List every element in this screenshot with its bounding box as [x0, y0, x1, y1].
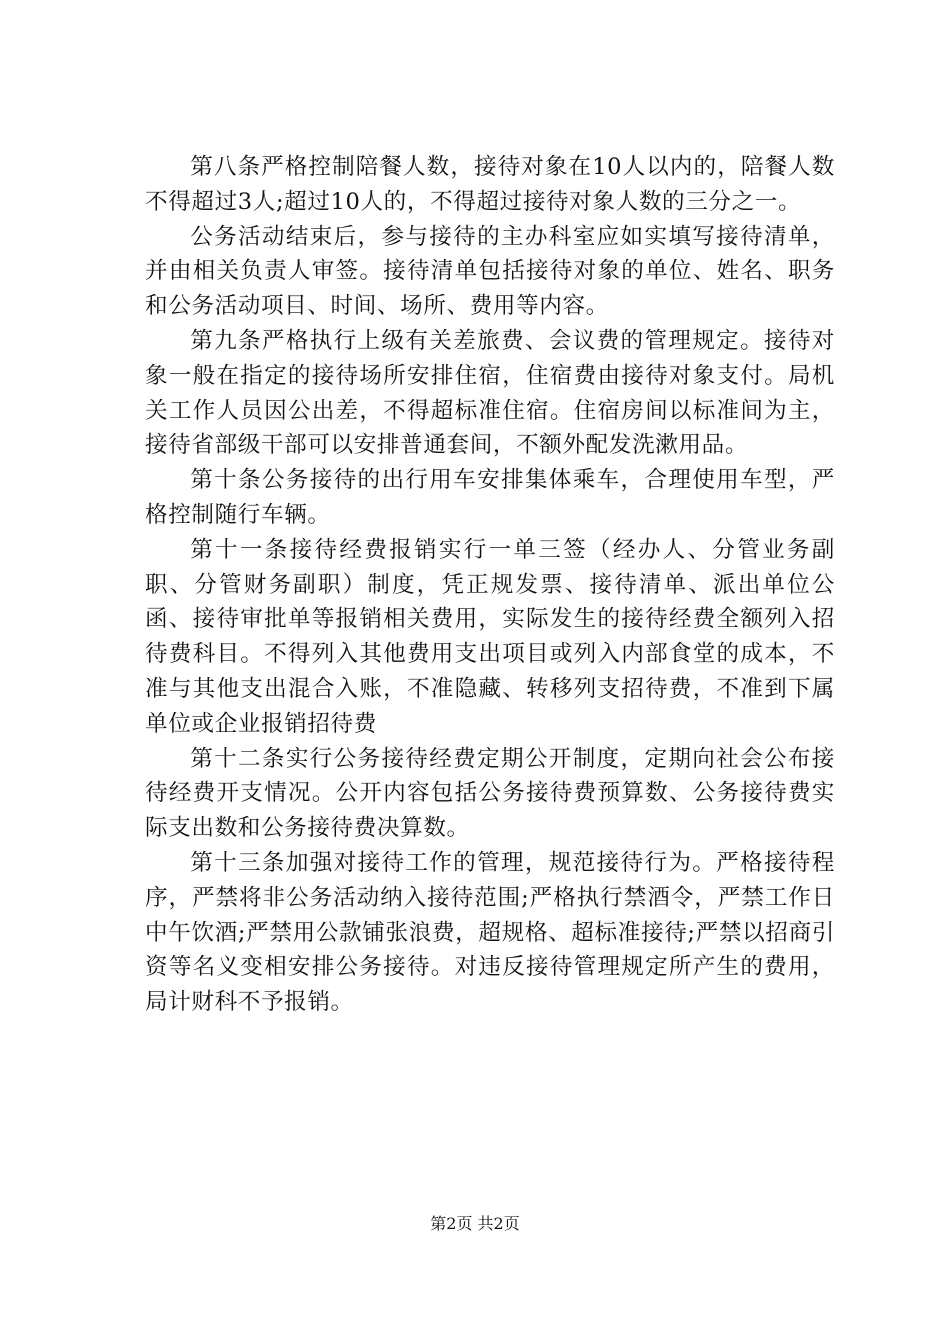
paragraph-article-9: 第九条严格执行上级有关差旅费、会议费的管理规定。接待对象一般在指定的接待场所安排住宿，住宿费由接待对象支付。局机关工作人员因公出差，不得超标准住宿。住宿房间以标准间为主，接待省部级干部可以安排普通套间，不额外配发洗漱用品。	[145, 327, 835, 459]
paragraph-reception-list: 公务活动结束后，参与接待的主办科室应如实填写接待清单，并由相关负责人审签。接待清单包括接待对象的单位、姓名、职务和公务活动项目、时间、场所、费用等内容。	[145, 223, 835, 320]
page-number-footer: 第2页 共2页	[430, 1214, 520, 1233]
paragraph-article-11: 第十一条接待经费报销实行一单三签（经办人、分管业务副职、分管财务副职）制度，凭正规发票、接待清单、派出单位公函、接待审批单等报销相关费用，实际发生的接待经费全额列入招待费科目。不得列入其他费用支出项目或列入内部食堂的成本，不准与其他支出混合入账，不准隐藏、转移列支招待费，不准到下属单位或企业报销招待费	[145, 536, 835, 737]
paragraph-article-8: 第八条严格控制陪餐人数，接待对象在10人以内的，陪餐人数不得超过3人;超过10人的，不得超过接待对象人数的三分之一。	[145, 154, 835, 215]
paragraph-article-12: 第十二条实行公务接待经费定期公开制度，定期向社会公布接待经费开支情况。公开内容包括公务接待费预算数、公务接待费实际支出数和公务接待费决算数。	[145, 745, 835, 842]
document-body	[145, 150, 835, 1020]
paragraph-article-10: 第十条公务接待的出行用车安排集体乘车，合理使用车型，严格控制随行车辆。	[145, 467, 835, 528]
paragraph-article-13: 第十三条加强对接待工作的管理，规范接待行为。严格接待程序，严禁将非公务活动纳入接待范围;严格执行禁酒令，严禁工作日中午饮酒;严禁用公款铺张浪费，超规格、超标准接待;严禁以招商引资等名义变相安排公务接待。对违反接待管理规定所产生的费用，局计财科不予报销。	[145, 849, 835, 1016]
